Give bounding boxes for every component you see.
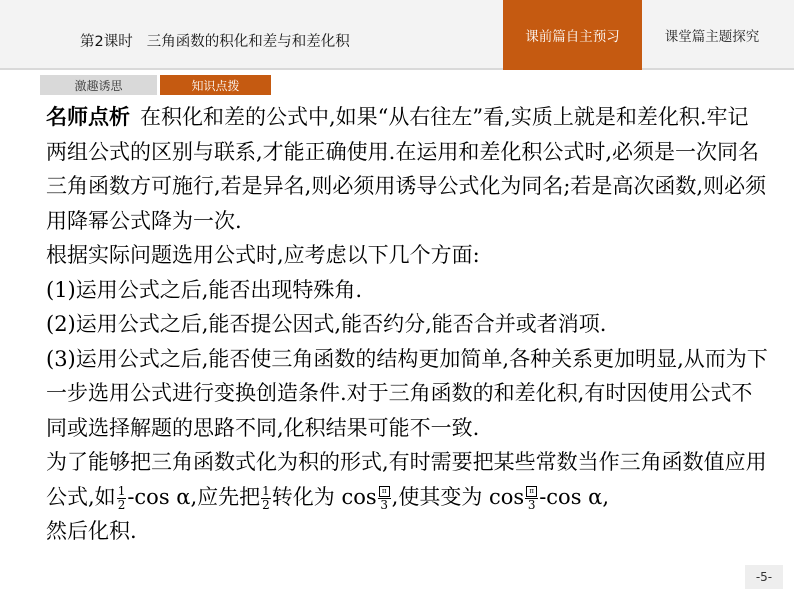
- tab-preview[interactable]: 课前篇自主预习: [503, 0, 642, 70]
- paragraph-1: [46, 100, 768, 238]
- tip-label: 名师点析: [46, 105, 130, 129]
- fraction-one-half-2: [261, 485, 271, 512]
- list-item-3: (3)运用公式之后,能否使三角函数的结构更加简单,各种关系更加明显,从而为下一步选用公式进行变换创造条件.对于三角函数的和差化积,有时因使用公式不同或选择解题的思路不同,化积结果可能不一致.: [46, 346, 768, 440]
- fraction-denominator: 3: [380, 497, 388, 512]
- fraction-numerator: [525, 485, 538, 499]
- fraction-denominator: 2: [117, 497, 126, 512]
- fraction-numerator: 1: [262, 483, 270, 498]
- cos-alpha-text-a: -cos α,应先把: [127, 484, 261, 509]
- page-number: -5-: [745, 565, 783, 589]
- fraction-denominator: 3: [527, 497, 536, 512]
- fraction-numerator: 1: [117, 483, 126, 498]
- lesson-title: [80, 30, 350, 51]
- paragraph-last-text-a: 为了能够把三角函数式化为积的形式,有时需要把某些常数当作三角函数值应用公式,如: [46, 450, 767, 509]
- tab-explore[interactable]: 课堂篇主题探究: [664, 29, 760, 45]
- paragraph-last-text-b: 转化为 cos: [271, 484, 377, 509]
- fraction-one-half: [117, 485, 127, 512]
- paragraph-last-text-c: ,使其变为 cos: [391, 484, 525, 509]
- main-content: [46, 100, 768, 549]
- cos-alpha-text-b: -cos α,: [539, 484, 609, 509]
- paragraph-1-text: 在积化和差的公式中,如果“从右往左”看,实质上就是和差化积.牢记两组公式的区别与联系,才能正确使用.在运用和差化积公式时,必须是一次同名三角函数方可施行,若是异名,则必须用诱导公式化为同名;若是高次函数,则必须用降幂公式降为一次.: [46, 105, 767, 233]
- fraction-pi-over-3: [378, 485, 391, 512]
- subtab-knowledge-points[interactable]: 知识点拨: [160, 75, 271, 95]
- list-item-2: (2)运用公式之后,能否提公因式,能否约分,能否合并或者消项.: [46, 312, 607, 336]
- paragraph-2: 根据实际问题选用公式时,应考虑以下几个方面:: [46, 243, 480, 267]
- lesson-label: 第2课时: [80, 34, 133, 50]
- fraction-numerator: [378, 485, 391, 499]
- fraction-denominator: 2: [262, 497, 270, 512]
- paragraph-last-end: 然后化积.: [46, 519, 137, 543]
- list-item-1: (1)运用公式之后,能否出现特殊角.: [46, 277, 363, 302]
- paragraph-last: [46, 445, 768, 514]
- pi-symbol: π: [526, 486, 537, 497]
- fraction-pi-over-3-2: [525, 485, 538, 512]
- subtab-motivation[interactable]: 激趣诱思: [40, 75, 157, 95]
- lesson-name: 三角函数的积化和差与和差化积: [146, 34, 350, 50]
- pi-symbol: π: [379, 486, 390, 497]
